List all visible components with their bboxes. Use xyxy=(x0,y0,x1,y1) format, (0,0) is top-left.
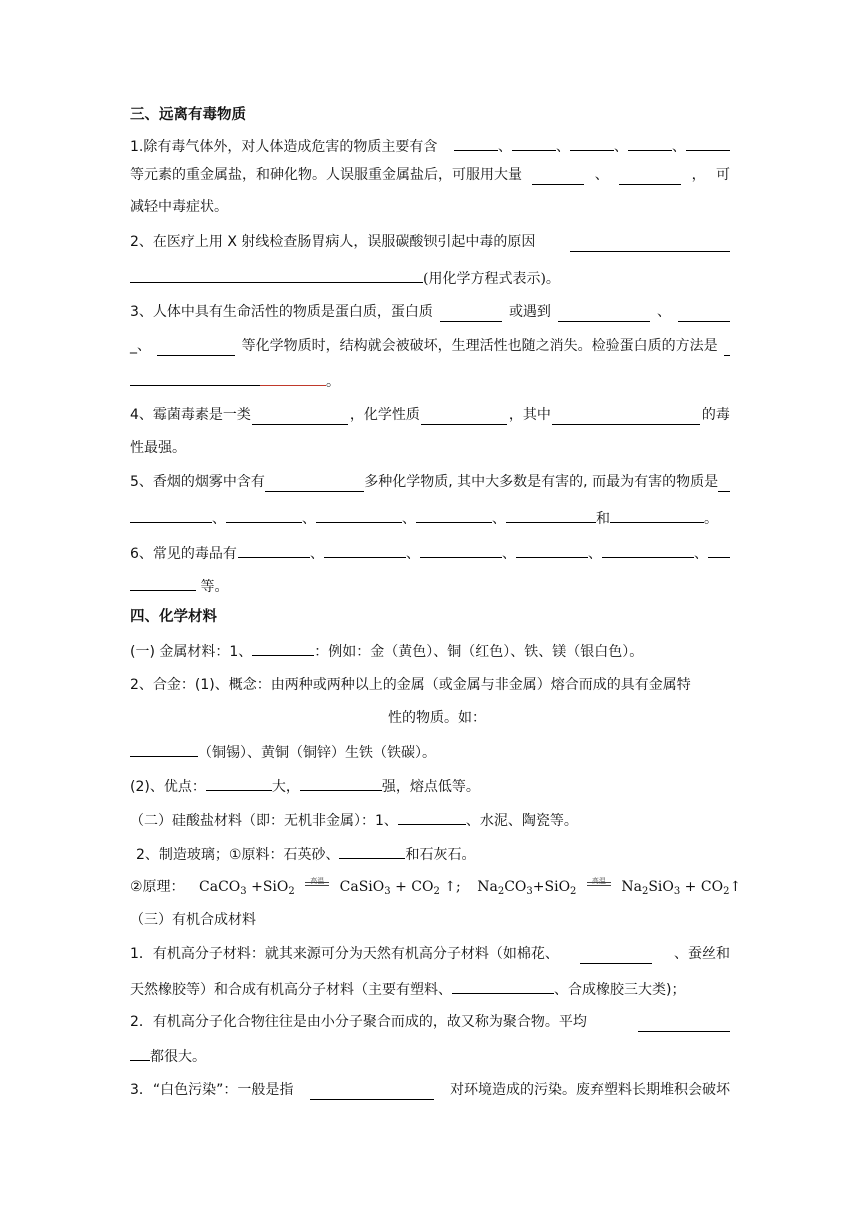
q2-line-2: (用化学方程式表示)。 xyxy=(130,267,560,289)
blank[interactable] xyxy=(619,169,681,185)
blank[interactable] xyxy=(454,135,498,151)
blank[interactable] xyxy=(398,809,466,825)
blank[interactable] xyxy=(532,169,584,185)
blank[interactable] xyxy=(580,948,652,964)
blank[interactable] xyxy=(300,775,382,791)
glass-raw-materials-line: 2、制造玻璃；①原料：石英砂、 和石灰石。 xyxy=(136,843,475,865)
blank[interactable] xyxy=(570,135,614,151)
blank[interactable] xyxy=(339,843,405,859)
blank[interactable] xyxy=(130,1045,150,1061)
blank[interactable] xyxy=(130,507,212,523)
q1-line-1: 1.除有毒气体外，对人体造成危害的物质主要有含 、 、 、 、 xyxy=(130,135,730,157)
q1-text-b: 等元素的重金属盐，和砷化物。人误服重金属盐后，可服用大量 xyxy=(130,167,522,183)
q1-line-3: 减轻中毒症状。 xyxy=(130,199,228,215)
alloy-advantages-line: (2)、优点： 大， 强，熔点低等。 xyxy=(130,775,480,797)
blank[interactable] xyxy=(552,409,700,425)
q3-line-1: 3、人体中具有生命活性的物质是蛋白质，蛋白质 或遇到 、 xyxy=(130,302,730,322)
blank[interactable] xyxy=(130,741,198,757)
blank[interactable] xyxy=(686,135,730,151)
blank[interactable] xyxy=(416,507,492,523)
q1-text-a: 1.除有毒气体外，对人体造成危害的物质主要有含 xyxy=(130,139,438,155)
blank[interactable] xyxy=(316,507,402,523)
blank[interactable] xyxy=(678,306,730,322)
q2-text-a: 2、在医疗上用 X 射线检查肠胃病人，误服碳酸钡引起中毒的原因 xyxy=(130,234,536,250)
blank[interactable] xyxy=(226,507,302,523)
blank[interactable] xyxy=(130,267,423,283)
blank[interactable] xyxy=(157,340,235,356)
silicate-materials-line: （二）硅酸盐材料（即：无机非金属）：1、 、水泥、陶瓷等。 xyxy=(130,809,578,831)
alloy-concept-line: 2、合金：(1)、概念：由两种或两种以上的金属（或金属与非金属）熔合而成的具有金属特 xyxy=(130,677,691,693)
blank[interactable] xyxy=(570,236,730,252)
blank[interactable] xyxy=(506,507,596,523)
q6-line-1: 6、常见的毒品有 、 、 、 、 、 xyxy=(130,542,730,564)
high-temp-condition: 高温 xyxy=(299,880,335,894)
blank[interactable] xyxy=(252,409,348,425)
polymer-line-4: 都很大。 xyxy=(130,1045,206,1067)
blank[interactable] xyxy=(512,135,556,151)
blank[interactable] xyxy=(206,775,272,791)
equation-1: CaCO$_3$ +SiO$_2$ 高温 CaSiO$_3$ + $CO_2$ ↑; xyxy=(199,877,461,897)
blank[interactable] xyxy=(265,476,364,492)
blank[interactable] xyxy=(421,409,507,425)
polymer-line-1: 1．有机高分子材料：就其来源可分为天然有机高分子材料（如棉花、 、蚕丝和 xyxy=(130,946,730,962)
q4-line-1: 4、霉菌毒素是一类 ，化学性质 ，其中 的毒 xyxy=(130,407,730,423)
q2-line-1 xyxy=(130,232,730,252)
blank[interactable] xyxy=(310,1084,434,1100)
blank[interactable] xyxy=(238,542,310,558)
high-temp-condition: 高温 xyxy=(581,880,617,894)
q3-line-2: _、 等化学物质时，结构就会被破坏，生理活性也随之消失。检验蛋白质的方法是 xyxy=(130,336,730,356)
alloy-examples-line: （铜锡）、黄铜（铜锌）生铁（铁碳）。 xyxy=(130,741,436,763)
alloy-concept-line-2: 性的物质。如： xyxy=(388,710,486,726)
blank[interactable] xyxy=(324,542,406,558)
blank[interactable] xyxy=(130,370,260,386)
glass-reaction-line: ②原理： CaCO$_3$ +SiO$_2$ 高温 CaSiO$_3$ + $CO_2$ ↑; $Na_2CO_3+SiO_2$ 高温 $Na_2SiO_3$ + $CO_2↑$ xyxy=(130,877,742,897)
blank-red[interactable] xyxy=(260,370,326,386)
blank[interactable] xyxy=(130,575,196,591)
q5-line-2: 、 、 、 、 和 。 xyxy=(130,507,718,529)
blank[interactable] xyxy=(452,978,554,994)
equation-2: $Na_2CO_3+SiO_2$ 高温 $Na_2SiO_3$ + $CO_2↑$ xyxy=(477,877,742,897)
polymer-line-3: 2．有机高分子化合物往往是由小分子聚合而成的，故又称为聚合物。平均 xyxy=(130,1012,730,1032)
blank[interactable] xyxy=(610,507,704,523)
blank[interactable] xyxy=(628,135,672,151)
blank[interactable] xyxy=(718,476,730,492)
blank[interactable] xyxy=(252,640,314,656)
metal-materials-line: (一) 金属材料：1、 ：例如：金（黄色）、铜（红色）、铁、镁（银白色）。 xyxy=(130,640,643,662)
blank[interactable] xyxy=(638,1016,730,1032)
blank[interactable] xyxy=(558,306,650,322)
section-three-title: 三、远离有毒物质 xyxy=(130,107,246,123)
blank[interactable] xyxy=(440,306,502,322)
white-pollution-line: 3．“白色污染”：一般是指 对环境造成的污染。废弃塑料长期堆积会破坏 xyxy=(130,1082,730,1098)
q5-line-1: 5、香烟的烟雾中含有 多种化学物质, 其中大多数是有害的, 而最为有害的物质是 xyxy=(130,472,730,492)
blank[interactable] xyxy=(708,542,730,558)
blank[interactable] xyxy=(602,542,694,558)
blank[interactable] xyxy=(420,542,502,558)
q1-line-2: 等元素的重金属盐，和砷化物。人误服重金属盐后，可服用大量 、 ， 可 xyxy=(130,167,730,183)
section-four-title: 四、化学材料 xyxy=(130,609,217,625)
organic-materials-heading: （三）有机合成材料 xyxy=(130,912,256,928)
q6-line-2: 等。 xyxy=(130,575,228,597)
blank[interactable] xyxy=(724,340,730,356)
q3-line-3: 。 xyxy=(130,370,340,392)
polymer-line-2: 天然橡胶等）和合成有机高分子材料（主要有塑料、 、合成橡胶三大类)； xyxy=(130,978,685,1000)
q4-line-2: 性最强。 xyxy=(130,440,186,456)
blank[interactable] xyxy=(516,542,588,558)
